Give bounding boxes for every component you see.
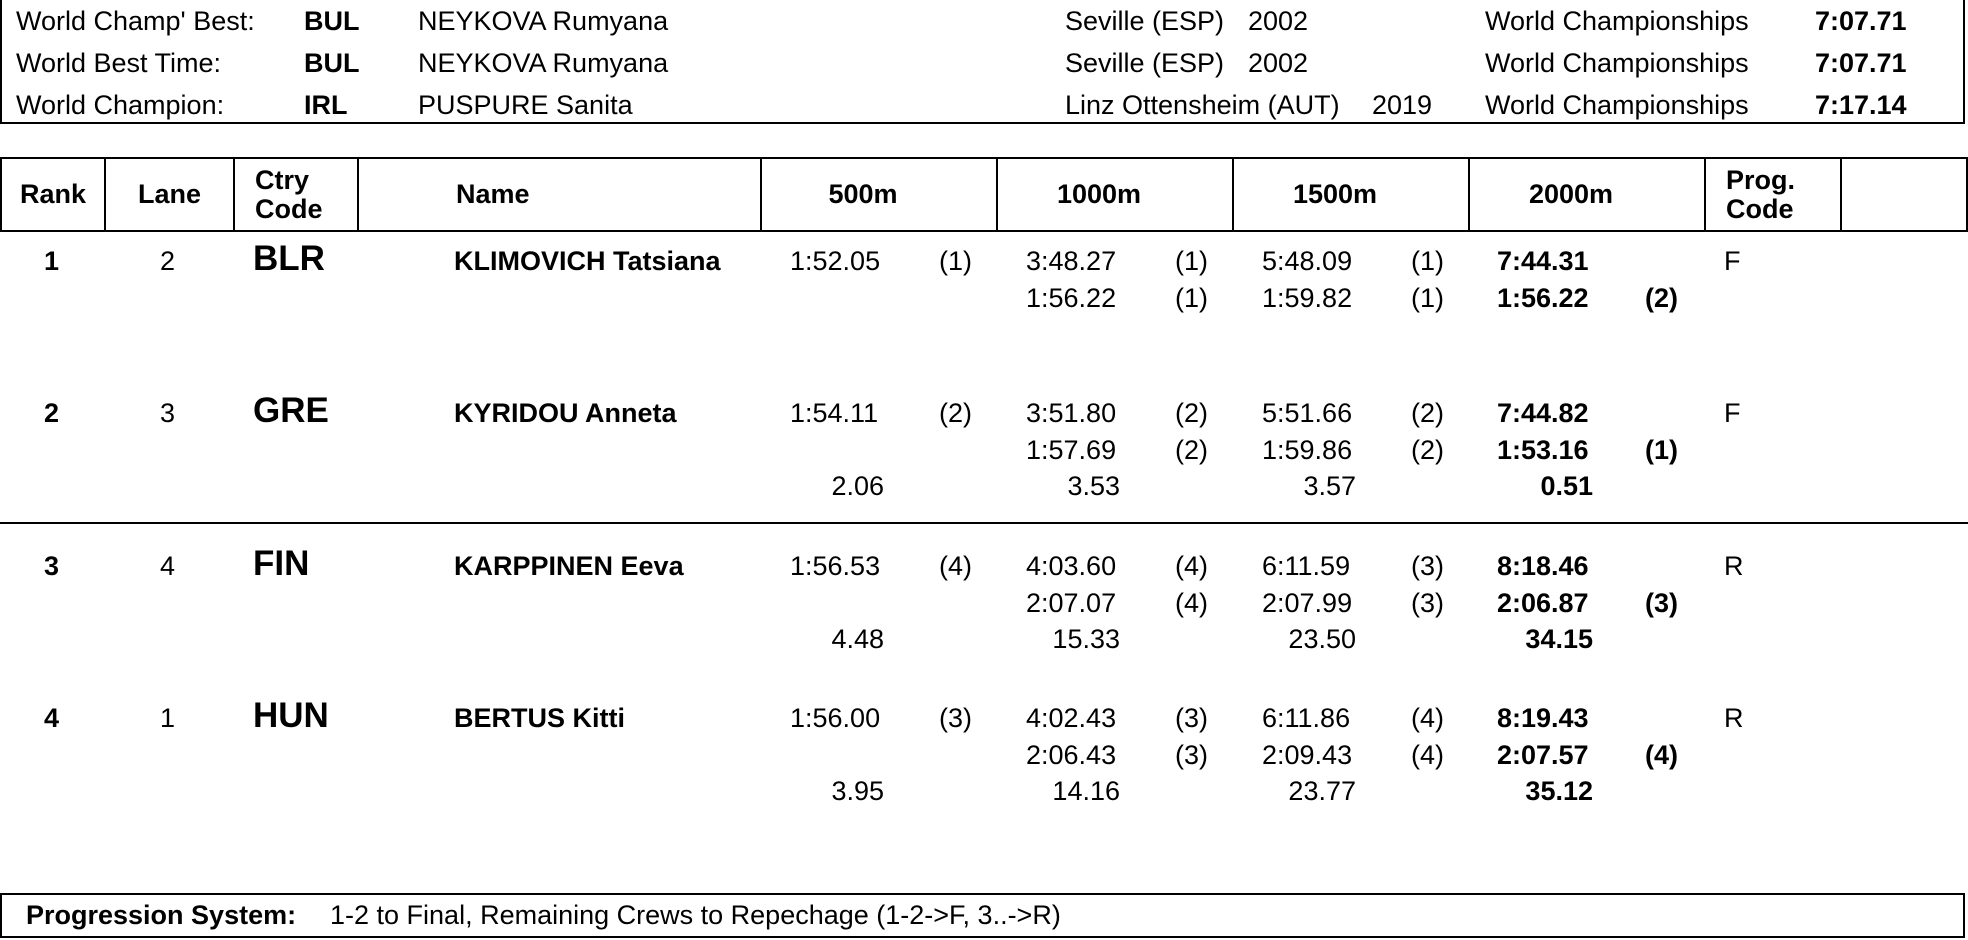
split-place-1500m: (2): [1411, 435, 1444, 465]
header-rank: Rank: [2, 159, 106, 230]
place-1500m: (3): [1411, 551, 1444, 581]
split-place-1000m: (4): [1175, 588, 1208, 618]
time-1000m: 4:03.60: [1026, 551, 1117, 581]
split-place-1500m: (3): [1411, 588, 1444, 618]
time-1500m: 6:11.86: [1262, 703, 1351, 733]
record-venue: Linz Ottensheim (AUT): [1065, 90, 1340, 120]
header-ctry-code: [235, 159, 359, 230]
split-place-2000m: (2): [1645, 283, 1678, 313]
split-place-1000m: (2): [1175, 435, 1208, 465]
place-1000m: (1): [1175, 246, 1208, 276]
time-2000m: 7:44.82: [1497, 398, 1589, 428]
record-label: World Champion:: [16, 90, 225, 120]
record-venue: Seville (ESP): [1065, 6, 1225, 36]
time-1500m: 6:11.59: [1262, 551, 1351, 581]
delta-1000m: 15.33: [1052, 624, 1120, 654]
rank-cell: 4: [44, 703, 60, 733]
place-1500m: (4): [1411, 703, 1444, 733]
time-1000m: 3:48.27: [1026, 246, 1117, 276]
record-year: 2002: [1248, 6, 1309, 36]
prog-code: R: [1724, 551, 1744, 581]
split-2000m: 1:53.16: [1497, 435, 1589, 465]
split-place-1500m: (4): [1411, 740, 1444, 770]
header-prog-code: [1706, 159, 1842, 230]
place-500m: (1): [939, 246, 972, 276]
record-country: BUL: [304, 48, 360, 78]
record-name: NEYKOVA Rumyana: [418, 6, 669, 36]
split-1500m: 2:07.99: [1262, 588, 1353, 618]
split-1000m: 1:56.22: [1026, 283, 1117, 313]
country-code: HUN: [253, 696, 329, 735]
record-name: NEYKOVA Rumyana: [418, 48, 669, 78]
time-1500m: 5:48.09: [1262, 246, 1353, 276]
record-event: World Championships: [1485, 6, 1749, 36]
delta-1000m: 3.53: [1067, 471, 1120, 501]
delta-1500m: 3.57: [1303, 471, 1356, 501]
split-1000m: 2:06.43: [1026, 740, 1117, 770]
header-ctry-line1: Ctry: [255, 164, 310, 195]
header-prog-line1: Prog.: [1726, 164, 1796, 195]
time-500m: 1:54.11: [790, 398, 879, 428]
rank-cell: 3: [44, 551, 60, 581]
country-code: BLR: [253, 239, 325, 278]
country-code: GRE: [253, 391, 329, 430]
time-500m: 1:52.05: [790, 246, 881, 276]
place-1000m: (3): [1175, 703, 1208, 733]
delta-1500m: 23.50: [1288, 624, 1356, 654]
place-500m: (4): [939, 551, 972, 581]
progression-system-box: [0, 893, 1965, 938]
place-1500m: (1): [1411, 246, 1444, 276]
header-prog-line2: Code: [1726, 193, 1794, 224]
record-venue: Seville (ESP): [1065, 48, 1225, 78]
results-header: [0, 157, 1968, 232]
prog-code: F: [1724, 246, 1741, 276]
delta-2000m: 0.51: [1540, 471, 1593, 501]
lane-cell: 1: [160, 703, 176, 733]
time-2000m: 7:44.31: [1497, 246, 1589, 276]
time-2000m: 8:19.43: [1497, 703, 1589, 733]
split-1500m: 1:59.86: [1262, 435, 1353, 465]
header-2000m: 2000m: [1470, 159, 1706, 230]
record-event: World Championships: [1485, 90, 1749, 120]
delta-500m: 3.95: [831, 776, 884, 806]
header-blank: [1842, 159, 1966, 230]
athlete-name: KYRIDOU Anneta: [454, 398, 677, 428]
split-1000m: 2:07.07: [1026, 588, 1117, 618]
record-row: [2, 84, 1963, 126]
lane-cell: 3: [160, 398, 176, 428]
delta-1000m: 14.16: [1052, 776, 1120, 806]
lane-cell: 2: [160, 246, 176, 276]
delta-1500m: 23.77: [1288, 776, 1356, 806]
time-500m: 1:56.00: [790, 703, 881, 733]
delta-500m: 2.06: [831, 471, 884, 501]
record-country: BUL: [304, 6, 360, 36]
place-1000m: (2): [1175, 398, 1208, 428]
split-place-1500m: (1): [1411, 283, 1444, 313]
rank-cell: 1: [44, 246, 60, 276]
records-panel: [0, 0, 1965, 124]
split-1000m: 1:57.69: [1026, 435, 1117, 465]
split-place-1000m: (1): [1175, 283, 1208, 313]
rank-cell: 2: [44, 398, 60, 428]
record-time: 7:17.14: [1815, 90, 1907, 120]
record-row: [2, 42, 1963, 84]
split-place-2000m: (1): [1645, 435, 1678, 465]
header-name: Name: [359, 159, 762, 230]
split-1500m: 1:59.82: [1262, 283, 1353, 313]
delta-2000m: 35.12: [1525, 776, 1593, 806]
split-place-2000m: (4): [1645, 740, 1678, 770]
record-row: [2, 0, 1963, 42]
record-time: 7:07.71: [1815, 6, 1907, 36]
prog-code: R: [1724, 703, 1744, 733]
header-500m: 500m: [762, 159, 998, 230]
country-code: FIN: [253, 544, 310, 583]
place-1000m: (4): [1175, 551, 1208, 581]
place-500m: (3): [939, 703, 972, 733]
split-place-1000m: (3): [1175, 740, 1208, 770]
header-ctry-line2: Code: [255, 193, 323, 224]
progression-label: Progression System:: [26, 900, 297, 930]
delta-500m: 4.48: [831, 624, 884, 654]
time-1000m: 4:02.43: [1026, 703, 1117, 733]
section-divider: [0, 522, 1968, 524]
lane-cell: 4: [160, 551, 176, 581]
time-500m: 1:56.53: [790, 551, 881, 581]
split-2000m: 2:06.87: [1497, 588, 1589, 618]
athlete-name: KARPPINEN Eeva: [454, 551, 684, 581]
header-1500m: 1500m: [1234, 159, 1470, 230]
progression-text: 1-2 to Final, Remaining Crews to Repechage (1-2->F, 3..->R): [330, 900, 1061, 930]
place-500m: (2): [939, 398, 972, 428]
split-2000m: 2:07.57: [1497, 740, 1589, 770]
split-2000m: 1:56.22: [1497, 283, 1589, 313]
split-1500m: 2:09.43: [1262, 740, 1353, 770]
record-event: World Championships: [1485, 48, 1749, 78]
athlete-name: BERTUS Kitti: [454, 703, 625, 733]
header-1000m: 1000m: [998, 159, 1234, 230]
record-label: World Champ' Best:: [16, 6, 255, 36]
record-country: IRL: [304, 90, 348, 120]
athlete-name: KLIMOVICH Tatsiana: [454, 246, 721, 276]
time-1000m: 3:51.80: [1026, 398, 1117, 428]
prog-code: F: [1724, 398, 1741, 428]
time-1500m: 5:51.66: [1262, 398, 1353, 428]
header-lane: Lane: [106, 159, 235, 230]
record-label: World Best Time:: [16, 48, 222, 78]
record-name: PUSPURE Sanita: [418, 90, 633, 120]
delta-2000m: 34.15: [1525, 624, 1593, 654]
split-place-2000m: (3): [1645, 588, 1678, 618]
record-year: 2002: [1248, 48, 1309, 78]
place-1500m: (2): [1411, 398, 1444, 428]
record-year: 2019: [1372, 90, 1433, 120]
time-2000m: 8:18.46: [1497, 551, 1589, 581]
record-time: 7:07.71: [1815, 48, 1907, 78]
